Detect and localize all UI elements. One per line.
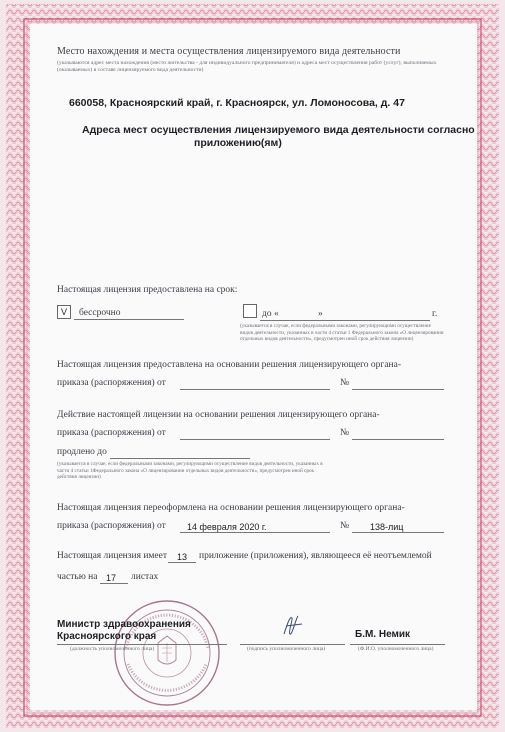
official-stamp-icon <box>112 598 222 708</box>
position-underline <box>57 644 227 645</box>
signer-name: Б.М. Немик <box>355 629 411 640</box>
signer-position-line-1: Министр здравоохранения <box>57 619 191 630</box>
reissue-date: 14 февраля 2020 г. <box>187 522 267 532</box>
signature-underline <box>240 644 345 645</box>
year-suffix: г. <box>432 309 438 319</box>
reissue-line-1: Настоящая лицензия переоформлена на основании решения лицензирующего органа- <box>57 503 405 513</box>
address-text: 660058, Красноярский край, г. Красноярск, ул. Ломоносова, д. 47 <box>69 97 405 109</box>
action-date-underline <box>180 439 330 440</box>
check-mark: V <box>61 307 68 317</box>
appendix-sheets-underline <box>100 583 128 584</box>
reissue-number: 138-лиц <box>370 522 404 532</box>
places-line-2: приложению(ям) <box>194 137 282 149</box>
extended-label: продлено до <box>57 447 107 457</box>
reissue-no: № <box>340 521 350 531</box>
name-underline <box>350 644 445 645</box>
basis-line-2: приказа (распоряжения) от <box>57 378 166 388</box>
until-checkbox <box>243 304 257 318</box>
header-note: (указываются адрес места нахождения (место жительства - для индивидуального предпринимателя) и адреса мест осуществления работ (услуг), выполняемых (оказываемых) в составе лицензируемого вида деятельности) <box>57 60 437 73</box>
indefinite-underline <box>74 319 184 320</box>
action-line-1: Действие настоящей лицензии на основании решения лицензирующего органа- <box>57 410 380 420</box>
basis-no: № <box>340 378 350 388</box>
action-no-underline <box>352 439 444 440</box>
indefinite-label: бессрочно <box>79 308 121 318</box>
header-title: Место нахождения и места осуществления лицензируемого вида деятельности <box>57 46 401 57</box>
basis-date-underline <box>180 389 330 390</box>
basis-no-underline <box>352 389 444 390</box>
reissue-line-2: приказа (распоряжения) от <box>57 521 166 531</box>
name-note: (Ф.И.О. уполномоченного лица) <box>358 646 434 652</box>
until-underline <box>260 320 430 321</box>
until-prefix: до « <box>262 309 279 319</box>
appendix-sheets-suffix: листах <box>131 572 159 582</box>
signature-note: (подпись уполномоченного лица) <box>247 646 326 652</box>
appendix-sheets: 17 <box>106 573 117 583</box>
action-no: № <box>340 428 350 438</box>
appendix-part-prefix: частью на <box>57 572 98 582</box>
places-line-1: Адреса мест осуществления лицензируемого вида деятельности согласно <box>82 124 475 136</box>
reissue-date-underline <box>180 532 330 533</box>
reissue-no-underline <box>352 532 444 533</box>
extended-underline <box>110 458 250 459</box>
position-note: (должность уполномоченного лица) <box>70 646 155 652</box>
appendix-suffix: приложение (приложения), являющееся её неотъемлемой <box>199 551 432 561</box>
appendix-count: 13 <box>177 552 188 562</box>
action-line-2: приказа (распоряжения) от <box>57 428 166 438</box>
appendix-prefix: Настоящая лицензия имеет <box>57 551 168 561</box>
until-quote: » <box>318 309 323 319</box>
term-note: (указывается в случае, если федеральными законами, регулирующими осуществление видов деятельности, указанных в части 4 статьи 1 Федерального закона «О лицензировании отдельных видов деятельности», предусмотрен иной срок действия лицензии) <box>240 323 444 342</box>
signature-icon <box>280 612 306 640</box>
term-label: Настоящая лицензия предоставлена на срок: <box>57 285 238 295</box>
action-note: (указывается в случае, если федеральными законами, регулирующими осуществление видов деятельности, указанных в части 4 статьи 1Федерального закона «О лицензировании отдельных видов деятельности», предусмотрен иной срок действия лицензии) <box>57 461 323 480</box>
signer-position-line-2: Красноярского края <box>57 631 157 642</box>
appendix-count-underline <box>168 562 196 563</box>
basis-line-1: Настоящая лицензия предоставлена на основании решения лицензирующего органа- <box>57 360 402 370</box>
